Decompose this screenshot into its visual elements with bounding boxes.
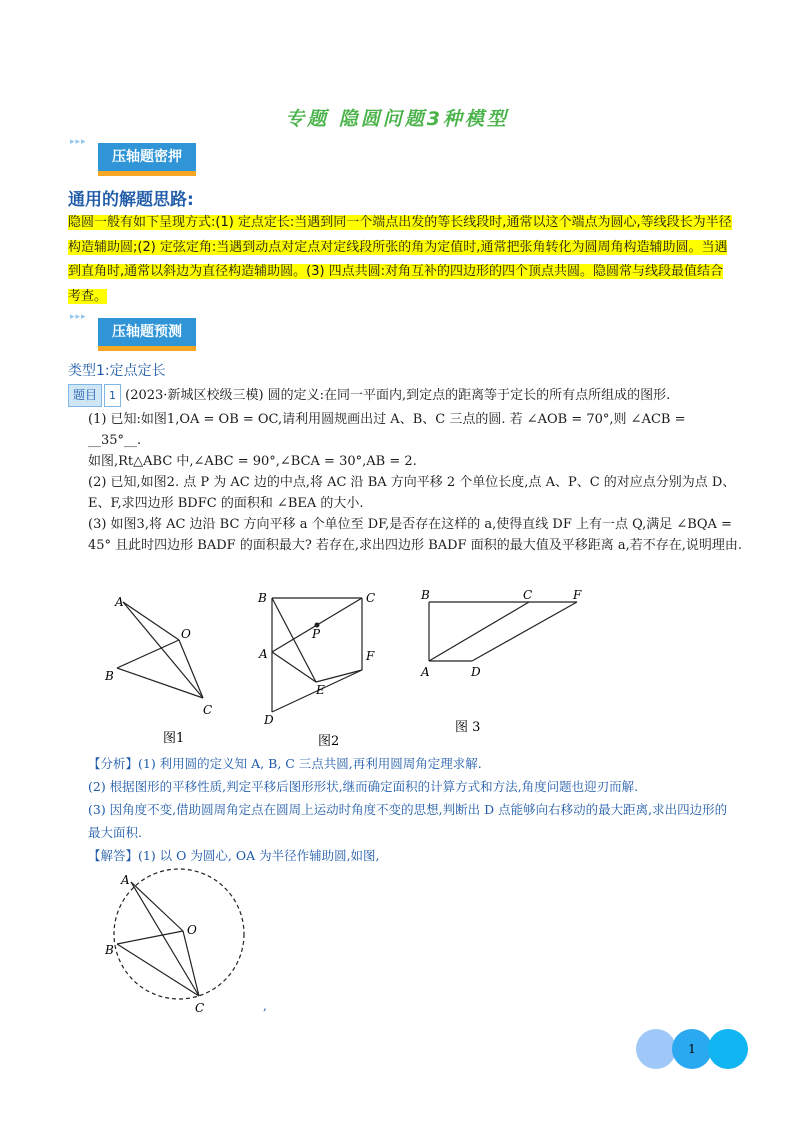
figure-3 bbox=[415, 586, 595, 741]
question-badge: 题目 bbox=[68, 384, 102, 407]
page-number: 1 bbox=[688, 1042, 696, 1056]
part1-answer: __35°__. bbox=[88, 433, 142, 448]
section-label: 压轴题预测 bbox=[98, 318, 196, 351]
fig4-label: B bbox=[105, 943, 114, 957]
fig2-label: P bbox=[312, 627, 321, 641]
fig3-label: B bbox=[421, 588, 430, 602]
section-header-forecast bbox=[70, 312, 270, 348]
general-text: 隐圆一般有如下呈现方式:(1) 定点定长:当遇到同一个端点出发的等长线段时,通常以这个端点为圆心,等线段长为半径构造辅助圆;(2) 定弦定角:当遇到动点对定点对定线段所张的角为定值时,通常把张角转化为圆周角构造辅助圆。当遇到直角时,通常以斜边为直径构造辅助圆。(3) 四点共圆:对角互补的四边形的四个顶点共圆。隐圆常与线段最值结合考查。 bbox=[68, 215, 732, 304]
solution-line: 【解答】(1) 以 O 为圆心, OA 为半径作辅助圆,如图, bbox=[88, 848, 380, 863]
fig3-caption: 图 3 bbox=[455, 720, 481, 735]
part1-text: (1) 已知:如图1,OA = OB = OC,请利用圆规画出过 A、B、C 三点的圆. 若 ∠AOB = 70°,则 ∠ACB = bbox=[88, 412, 686, 427]
fig2-label: C bbox=[366, 591, 376, 605]
figure-1 bbox=[95, 590, 225, 750]
fig3-label: F bbox=[573, 588, 582, 602]
analysis-line: (3) 因角度不变,借助圆周角定点在圆周上运动时角度不变的思想,判断出 D 点能够向右移动的最大距离,求出四边形的最大面积. bbox=[88, 802, 728, 840]
fig1-label: A bbox=[115, 595, 124, 609]
fig1-caption: 图1 bbox=[163, 731, 185, 746]
section-header-secret bbox=[70, 137, 270, 173]
question-part1 bbox=[68, 409, 752, 556]
fig3-label: D bbox=[471, 665, 481, 679]
section-label: 压轴题密押 bbox=[98, 143, 196, 176]
part2-text: (2) 已知,如图2. 点 P 为 AC 边的中点,将 AC 沿 BA 方向平移 2 个单位长度,点 A、P、C 的对应点分别为点 D、E、F,求四边形 BDFC 的面积和 ∠BEA 的大小. bbox=[88, 475, 736, 511]
analysis-line: (2) 根据图形的平移性质,判定平移后图形形状,继而确定面积的计算方式和方法,角度问题也迎刃而解. bbox=[88, 779, 639, 794]
fig1-label: O bbox=[181, 627, 191, 641]
given-text: 如图,Rt△ABC 中,∠ABC = 90°,∠BCA = 30°,AB = 2. bbox=[88, 454, 417, 469]
figure-circle bbox=[95, 862, 285, 1022]
question-number: 1 bbox=[104, 384, 121, 407]
question-intro bbox=[68, 384, 732, 407]
fig2-label: B bbox=[258, 591, 267, 605]
fig1-label: C bbox=[203, 703, 213, 717]
question-intro-text: (2023·新城区校级三模) 圆的定义:在同一平面内,到定点的距离等于定长的所有点所组成的图形. bbox=[125, 388, 671, 403]
fig2-label: A bbox=[259, 647, 268, 661]
general-heading: 通用的解题思路: bbox=[68, 190, 194, 210]
figure-2 bbox=[252, 586, 392, 751]
fig2-label: E bbox=[316, 683, 325, 697]
fig3-label: C bbox=[523, 588, 533, 602]
type-heading: 类型1:定点定长 bbox=[68, 363, 166, 379]
fig4-label: A bbox=[121, 873, 130, 887]
stray-mark: , bbox=[263, 999, 267, 1013]
fig4-label: O bbox=[187, 923, 197, 937]
fig2-label: D bbox=[264, 713, 274, 727]
page-title: 专题 隐圆问题3种模型 bbox=[285, 108, 509, 130]
fig4-label: C bbox=[195, 1001, 205, 1015]
fig1-label: B bbox=[105, 669, 114, 683]
arrow-decoration-icon: ▸▸▸ bbox=[70, 312, 87, 322]
part3-text: (3) 如图3,将 AC 边沿 BC 方向平移 a 个单位至 DF,是否存在这样的 a,使得直线 DF 上有一点 Q,满足 ∠BQA = 45° 且此时四边形 BADF 的面积最大? 若存在,求出四边形 BADF 面积的最大值及平移距离 a,若不存在,说明理由. bbox=[88, 517, 742, 553]
analysis-block bbox=[88, 752, 738, 867]
analysis-line: 【分析】(1) 利用圆的定义知 A, B, C 三点共圆,再利用圆周角定理求解. bbox=[88, 756, 482, 771]
arrow-decoration-icon: ▸▸▸ bbox=[70, 137, 87, 147]
fig2-label: F bbox=[366, 649, 375, 663]
fig2-caption: 图2 bbox=[318, 734, 340, 749]
fig3-label: A bbox=[421, 665, 430, 679]
